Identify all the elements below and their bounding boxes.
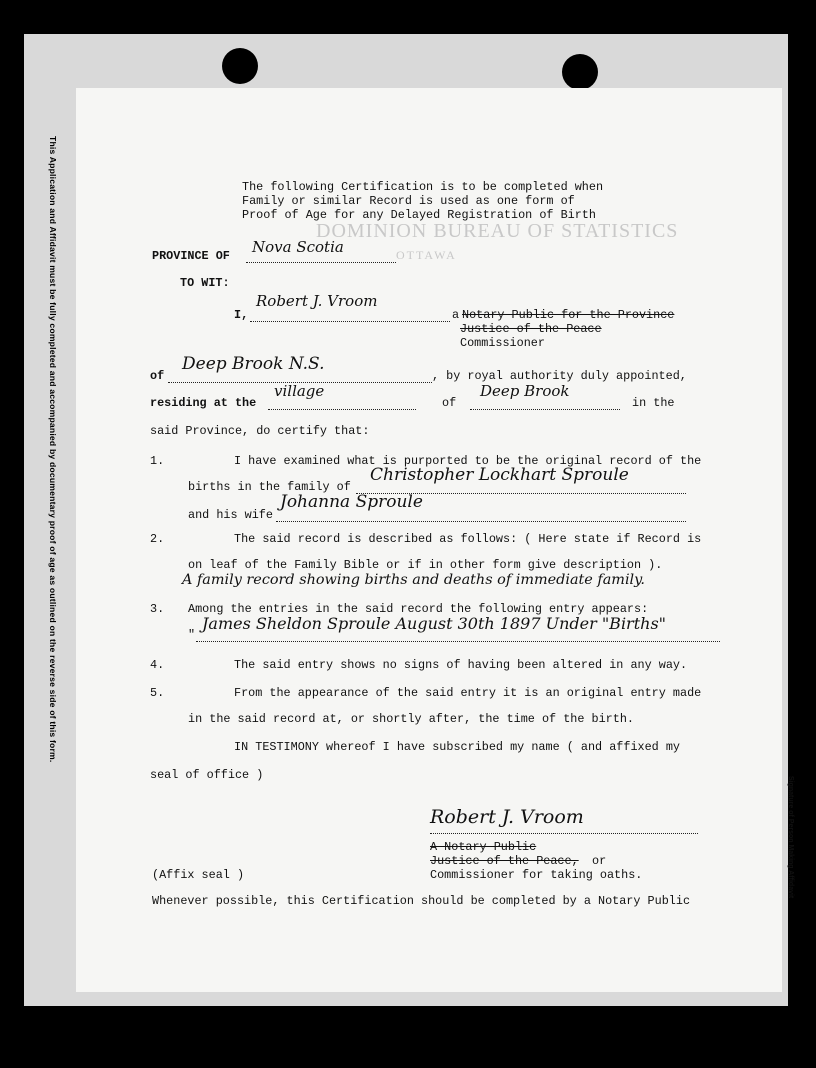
office-a: a: [452, 308, 460, 322]
testimony-line-1: IN TESTIMONY whereof I have subscribed my name ( and affixed my: [234, 740, 680, 754]
punch-hole: [222, 48, 258, 84]
item-2-text-2: on leaf of the Family Bible or if in other form give description ).: [188, 558, 663, 572]
header-line-3: Proof of Age for any Delayed Registration of Birth: [242, 208, 596, 222]
item-5-text-1: From the appearance of the said entry it is an original entry made: [234, 686, 702, 700]
quote-mark: ": [188, 628, 196, 642]
to-wit-label: TO WIT:: [180, 276, 230, 290]
province-value: Nova Scotia: [252, 238, 344, 256]
item-5-number: 5.: [150, 686, 165, 700]
footer-note: Whenever possible, this Certification should be completed by a Notary Public: [152, 894, 691, 908]
royal-authority-text: , by royal authority duly appointed,: [432, 369, 687, 383]
father-name: Christopher Lockhart Sproule: [370, 465, 629, 485]
fill-line: [250, 321, 450, 322]
i-label: I,: [234, 308, 249, 322]
said-province-text: said Province, do certify that:: [150, 424, 370, 438]
of-label: of: [150, 369, 165, 383]
affix-seal-label: (Affix seal ): [152, 868, 245, 882]
record-description: A family record showing births and deaths of immediate family.: [182, 572, 645, 588]
fill-line: [276, 521, 686, 522]
faint-bleedthrough-header: DOMINION BUREAU OF STATISTICS: [316, 220, 679, 242]
item-3-text: Among the entries in the said record the following entry appears:: [188, 602, 649, 616]
province-label: PROVINCE OF: [152, 249, 230, 263]
fill-line: [246, 262, 396, 263]
residing-value: village: [274, 382, 325, 400]
item-1-text: I have examined what is purported to be the original record of the: [234, 454, 702, 468]
wife-label: and his wife: [188, 508, 273, 522]
in-the-text: in the: [632, 396, 675, 410]
of2-value: Deep Brook: [480, 382, 570, 400]
header-line-1: The following Certification is to be completed when: [242, 180, 604, 194]
faint-bleedthrough-city: OTTAWA: [396, 248, 457, 262]
signature: Robert J. Vroom: [430, 806, 584, 828]
signature-line: [430, 833, 698, 834]
item-2-text-1: The said record is described as follows: ( Here state if Record is: [234, 532, 702, 546]
fill-line: [268, 409, 416, 410]
testimony-line-2: seal of office ): [150, 768, 264, 782]
item-5-text-2: in the said record at, or shortly after, the time of the birth.: [188, 712, 634, 726]
signature-or: or: [592, 854, 607, 868]
item-1-number: 1.: [150, 454, 165, 468]
item-3-number: 3.: [150, 602, 165, 616]
fill-line: [196, 641, 720, 642]
item-4-text: The said entry shows no signs of having been altered in any way.: [234, 658, 688, 672]
signature-notary-struck: A Notary Public: [430, 840, 537, 854]
births-label: births in the family of: [188, 480, 351, 494]
fill-line: [470, 409, 620, 410]
header-line-2: Family or similar Record is used as one form of: [242, 194, 575, 208]
of-value: Deep Brook N.S.: [182, 354, 325, 374]
office-justice-struck: Justice of the Peace: [460, 322, 602, 336]
office-notary-struck: Notary Public for the Province: [462, 308, 675, 322]
item-2-number: 2.: [150, 532, 165, 546]
mother-name: Johanna Sproule: [280, 492, 423, 512]
residing-label: residing at the: [150, 396, 257, 410]
item-4-number: 4.: [150, 658, 165, 672]
affiant-name: Robert J. Vroom: [256, 292, 378, 310]
side-instruction: This Application and Affidavit must be fully completed and accompanied by documentary proof of age as outlined on the reverse side of this form.: [48, 136, 58, 763]
office-commissioner: Commissioner: [460, 336, 545, 350]
of2-label: of: [442, 396, 457, 410]
signature-justice-struck: Justice of the Peace,: [430, 854, 579, 868]
birth-entry: James Sheldon Sproule August 30th 1897 Under "Births": [202, 614, 667, 633]
punch-hole: [562, 54, 598, 90]
certification-form: [76, 88, 782, 992]
signature-commissioner: Commissioner for taking oaths.: [430, 868, 643, 882]
